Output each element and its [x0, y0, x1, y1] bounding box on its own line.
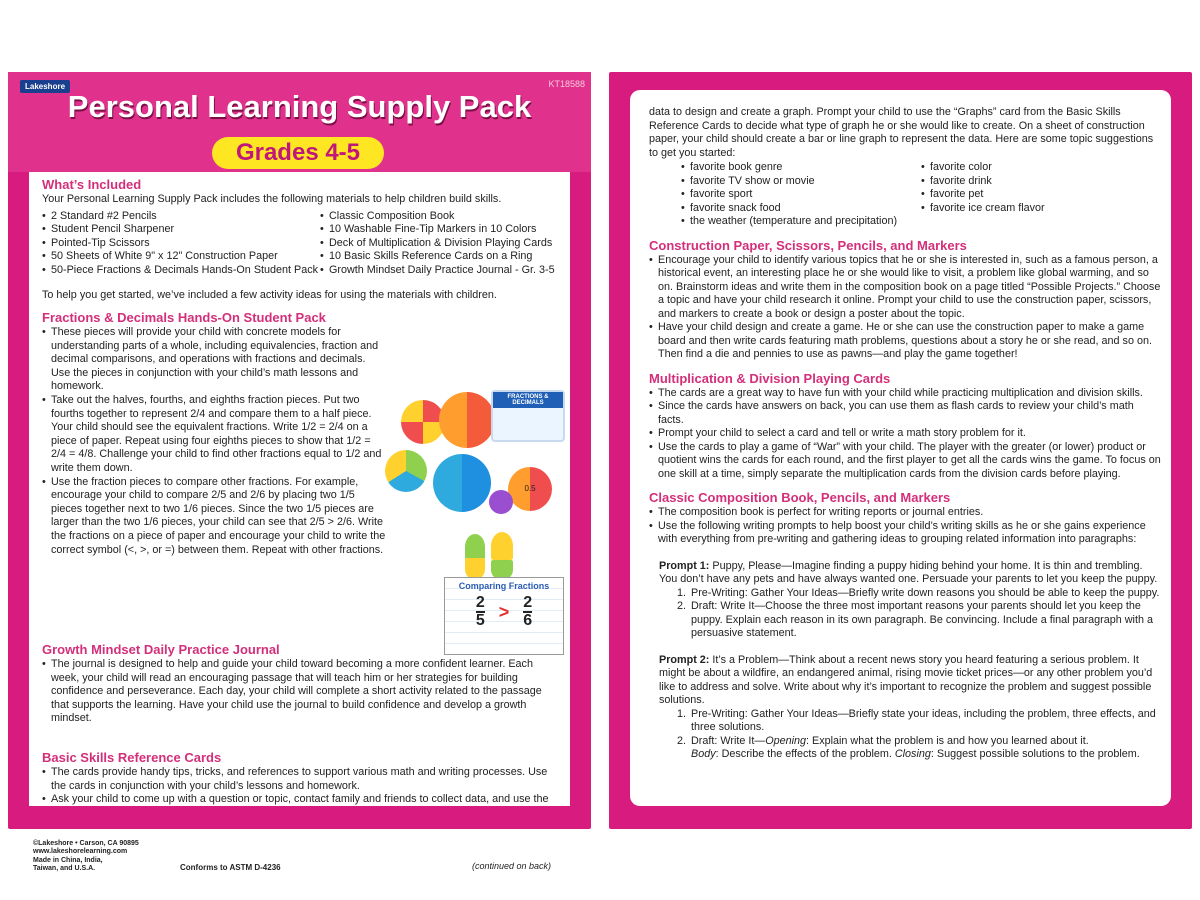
- address-text: ©Lakeshore • Carson, CA 90895: [33, 840, 139, 847]
- fractions-list: [42, 326, 387, 557]
- basic-skills-section: [42, 750, 562, 807]
- step-italic: Closing: [894, 748, 931, 760]
- topic-item: • favorite TV show or movie: [681, 175, 921, 189]
- section-heading: Growth Mindset Daily Practice Journal: [42, 642, 280, 657]
- whats-included-section: [42, 177, 562, 302]
- prompt-step: 2. Draft: Write It—Choose the three most important reasons your parents should let you keep the puppy. Explain each reason in its own paragraph. Be convincing. Include a final paragraph with a persuasive statement.: [689, 600, 1161, 641]
- list-item: • 50 Sheets of White 9" x 12" Construction Paper: [42, 250, 320, 264]
- fraction-numerator: 2: [523, 594, 533, 611]
- help-text: To help you get started, we’ve included a few activity ideas for using the materials with children.: [42, 288, 497, 301]
- composition-list: [649, 506, 1161, 547]
- topic-item: • the weather (temperature and precipitation): [681, 215, 921, 229]
- step-italic: Opening: [765, 734, 807, 747]
- list-item: • 10 Washable Fine-Tip Markers in 10 Colors: [320, 223, 562, 237]
- growth-section: [42, 642, 562, 726]
- cards-list: [649, 387, 1161, 482]
- list-item: • The cards provide handy tips, tricks, and references to support various math and writing processes. Use the cards in conjunction with your child’s lessons and homework.: [42, 766, 562, 793]
- growth-list: [42, 658, 562, 726]
- continued-text: (continued on back): [472, 861, 552, 871]
- fraction-denominator: 6: [523, 612, 533, 629]
- graph-intro: data to design and create a graph. Prompt your child to use the “Graphs” card from the Basic Skills Reference Cards to decide what type of graph he or she would like to create. On a sheet of construction paper, your child should create a bar or line graph to represent the data. Here are some topic suggestions to get you started:: [649, 106, 1154, 159]
- product-box-label: FRACTIONS & DECIMALS: [493, 392, 563, 408]
- back-content: [649, 106, 1161, 762]
- prompt-1-steps: [659, 587, 1161, 641]
- step-text: Draft: Write It—: [691, 734, 766, 747]
- list-item: • The cards are a great way to have fun with your child while practicing multiplication and division skills.: [649, 387, 1161, 401]
- list-item: • Ask your child to come up with a question or topic, contact family and friends to collect data, and use the: [42, 793, 562, 807]
- prompt-text: Puppy, Please—Imagine finding a puppy hiding behind your home. It is thin and trembling. You don’t have any pets and have always wanted one. Persuade your parents to let you keep the puppy.: [659, 559, 1158, 585]
- prompt-text: It’s a Problem—Think about a recent news story you heard featuring a serious problem. It might be about a wildfire, an endangered animal, rising movie ticket prices—or any other problem you’d like to address and solve. Write about why it’s important to recognize the problem and suggest possible solutions.: [659, 653, 1153, 706]
- fraction-denominator: 5: [475, 612, 485, 629]
- front-body: [29, 172, 570, 872]
- list-item: • The composition book is perfect for writing reports or journal entries.: [649, 506, 1161, 520]
- back-body: [630, 90, 1171, 806]
- topic-item: • favorite drink: [921, 175, 1045, 189]
- section-heading: What’s Included: [42, 177, 142, 192]
- made-in-text: Made in China, India,: [33, 857, 103, 864]
- topic-item: • favorite sport: [681, 188, 921, 202]
- back-card: [609, 72, 1192, 829]
- list-item: • Growth Mindset Daily Practice Journal - Gr. 3-5: [320, 264, 562, 278]
- list-item: • Have your child design and create a game. He or she can use the construction paper to make a game board and then write cards featuring math problems, questions about a story he or she read, and so on. Then find a die and pennies to use as pawns—and play the game together!: [649, 321, 1161, 362]
- prompt-step: 1. Pre-Writing: Gather Your Ideas—Briefly state your ideas, including the problem, three effects, and three solutions.: [689, 708, 1161, 735]
- topic-item: • favorite pet: [921, 188, 1045, 202]
- topic-item: • favorite color: [921, 161, 1045, 175]
- list-item: • Prompt your child to select a card and tell or write a math story problem for it.: [649, 427, 1161, 441]
- fraction-numerator: 2: [475, 594, 485, 611]
- list-item: • Classic Composition Book: [320, 210, 562, 224]
- step-text: : Suggest possible solutions to the problem.: [930, 748, 1140, 760]
- list-item: • Pointed-Tip Scissors: [42, 237, 320, 251]
- topic-item: • favorite book genre: [681, 161, 921, 175]
- comparison-symbol: >: [498, 601, 510, 622]
- page-title: Personal Learning Supply Pack: [67, 89, 532, 124]
- included-list-2: [320, 210, 562, 278]
- section-heading: Construction Paper, Scissors, Pencils, and Markers: [649, 237, 967, 253]
- front-card: [8, 72, 591, 872]
- list-item: • Use the cards to play a game of “War” with your child. The player with the greater (or lower) product or quotient wins the cards for each round, and the first player to get all the cards wins the game. To focus on one skill at a time, simply separate the multiplication cards from the division cards before playing.: [649, 441, 1161, 482]
- comparing-title: Comparing Fractions: [458, 581, 550, 591]
- list-item: • These pieces will provide your child with concrete models for understanding parts of a whole, including equivalencies, fraction and decimal comparisons, and operations with fractions and decimals. Use the pieces in conjunction with your child’s math lessons and homework.: [42, 326, 387, 394]
- prompt-2-steps: [659, 708, 1161, 762]
- list-item: • Deck of Multiplication & Division Playing Cards: [320, 237, 562, 251]
- list-item: • Encourage your child to identify various topics that he or she is interested in, such as a famous person, a historical event, an interesting place he or she would like to visit, a problem like global warming, and so on. Brainstorm ideas and write them in the composition book on a page titled “Possible Projects.” Choose a topic and have your child research it online. Prompt your child to use the construction paper, scissors, and markers to create a book or design a poster about the topic.: [649, 254, 1161, 322]
- section-heading: Fractions & Decimals Hands-On Student Pack: [42, 310, 326, 325]
- product-box-image: [491, 390, 565, 442]
- list-item: • Use the following writing prompts to help boost your child’s writing skills as he or she gains experience with everything from pre-writing and gathering ideas to grouping related information into paragraphs:: [649, 520, 1161, 547]
- brand-logo: Lakeshore: [20, 80, 70, 93]
- prompt-2: [649, 654, 1161, 762]
- list-item: • Take out the halves, fourths, and eighths fraction pieces. Put two fourths together to represent 2/4 and compare them to a half piece. Your child should see the equivalent fractions. Write 1/2 = 2/4 on a piece of paper. Repeat using four eighths pieces to show that 1/2 = 2/4 = 4/8. Challenge your child to find other fractions equal to 1/2 and write them down.: [42, 394, 387, 476]
- list-item: • 10 Basic Skills Reference Cards on a Ring: [320, 250, 562, 264]
- topic-list-2: [921, 161, 1045, 229]
- pie-decimal-label: 0.5: [524, 484, 536, 493]
- list-item: • Use the fraction pieces to compare other fractions. For example, encourage your child to compare 2/5 and 2/6 by placing two 1/5 pieces together next to two 1/6 pieces. Since the two 1/5 pieces are larger than the two 1/6 pieces, your child can see that 2/5 > 2/6. Write the fractions on a piece of paper and encourage your child to write the correct symbol (<, >, or =) between them. Repeat with other fractions.: [42, 476, 387, 558]
- list-item: • The journal is designed to help and guide your child toward becoming a more confident learner. Each week, your child will read an encouraging passage that will teach him or her strategies for building confidence and perseverance. Each day, your child will complete a short activity related to the passage that supports the learning. Have your child use the journal to build confidence and develop a growth mindset.: [42, 658, 562, 726]
- website-text: www.lakeshorelearning.com: [33, 848, 128, 855]
- section-intro: Your Personal Learning Supply Pack includes the following materials to help children build skills.: [42, 193, 502, 205]
- construction-list: [649, 254, 1161, 362]
- topic-suggestions: [649, 161, 1161, 229]
- astm-text: Conforms to ASTM D-4236: [180, 863, 281, 872]
- grades-badge: Grades 4-5: [212, 137, 384, 169]
- step-text: : Describe the effects of the problem.: [715, 748, 895, 760]
- list-item: • 50-Piece Fractions & Decimals Hands-On Student Pack: [42, 264, 320, 278]
- list-item: • Since the cards have answers on back, you can use them as flash cards to review your child’s math facts.: [649, 400, 1161, 427]
- section-heading: Classic Composition Book, Pencils, and Markers: [649, 490, 951, 505]
- made-in-text-2: Taiwan, and U.S.A.: [33, 865, 96, 872]
- section-heading: Basic Skills Reference Cards: [42, 750, 222, 765]
- prompt-label: Prompt 1:: [659, 559, 710, 572]
- prompt-label: Prompt 2:: [659, 653, 710, 666]
- prompt-1: [649, 560, 1161, 641]
- prompt-step: [689, 735, 1161, 762]
- step-italic: Body: [691, 748, 716, 760]
- fractions-section: [42, 310, 387, 557]
- prompt-step: 1. Pre-Writing: Gather Your Ideas—Briefly write down reasons you should be able to keep the puppy.: [689, 587, 1161, 601]
- basic-skills-list: [42, 766, 562, 807]
- included-list-1: [42, 210, 320, 278]
- footer-address: [33, 840, 139, 873]
- topic-list-1: [681, 161, 921, 229]
- section-heading: Multiplication & Division Playing Cards: [649, 370, 891, 386]
- list-item: • Student Pencil Sharpener: [42, 223, 320, 237]
- list-item: • 2 Standard #2 Pencils: [42, 210, 320, 224]
- front-header: [8, 72, 591, 172]
- topic-item: • favorite ice cream flavor: [921, 202, 1045, 216]
- step-text: : Explain what the problem is and how you learned about it.: [806, 734, 1089, 747]
- sku-number: KT18588: [548, 79, 585, 89]
- topic-item: • favorite snack food: [681, 202, 921, 216]
